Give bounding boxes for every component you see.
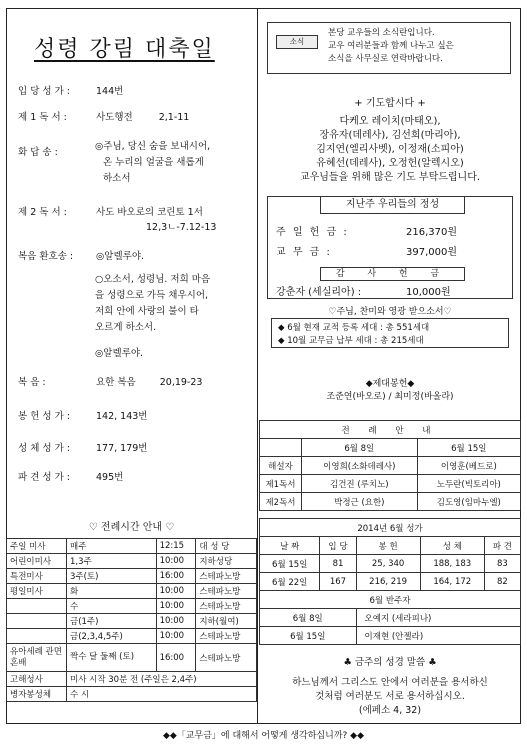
offering-title: 지난주 우리들의 정성	[320, 196, 465, 214]
left-column	[6, 8, 257, 724]
registration-box: ◆ 6월 현재 교적 등록 세대 : 총 551세대 ◆ 10월 교무금 납부 세대 : 총 215세대	[271, 318, 509, 348]
hymn-table	[259, 518, 521, 645]
prayer-title: + 기도합시다 +	[354, 98, 426, 109]
recessional-hymn: 파 견 성 가 : 495번	[18, 472, 124, 483]
table-row: 6월 8일 6월 15일	[260, 439, 521, 457]
table-row: 6월 15일 이재현 (안젤라)	[260, 627, 521, 645]
second-reading-ref: 12,3ㄴ-7.12-13	[146, 222, 217, 233]
table-row: 주일 미사 매주 12:15 대 성 당	[7, 539, 257, 554]
entrance-hymn: 입 당 성 가 : 144번	[18, 86, 124, 97]
table-row: 유아세례 관면혼배 짝수 달 둘째 (토) 16:00 스테파노방	[7, 644, 257, 672]
psalm-label: 화 답 송 :	[18, 147, 58, 158]
communion-hymn: 성 체 성 가 : 177, 179번	[18, 443, 148, 454]
news-logo: 소식	[276, 35, 318, 49]
table-row: 금(2,3,4,5주) 10:00 스테파노방	[7, 629, 257, 644]
parish-dues: 교 무 금 : 397,000원	[276, 247, 458, 258]
table-row: 고해성사 미사 시작 30분 전 (주일은 2,4주)	[7, 672, 257, 687]
table-row: 2014년 6월 성가	[260, 519, 521, 537]
table-row: 제2독서 박정근 (요한) 김도영(임마누엘)	[260, 493, 521, 511]
table-row: 병자봉성체 수 시	[7, 687, 257, 702]
offertory-hymn: 봉 헌 성 가 : 142, 143번	[18, 411, 148, 422]
first-reading: 제 1 독 서 : 사도행전 2,1-11	[18, 112, 190, 123]
table-row: 6월 15일 81 25, 340 188, 183 83	[260, 555, 521, 573]
table-row: 날 짜 입 당 봉 헌 성 체 파 견	[260, 537, 521, 555]
table-row: 평일미사 화 10:00 스테파노방	[7, 584, 257, 599]
sunday-offering: 주 일 헌 금 : 216,370원	[276, 227, 458, 238]
offering-note: ♡주님, 찬미와 영광 받으소서♡	[328, 307, 452, 317]
table-row: 금(1주) 10:00 지하(월여)	[7, 614, 257, 629]
alleluia-verse: ○오소서, 성령님. 저희 마음 을 성령으로 가득 채우시어, 저희 안에 사랑의 불이 타 오르게 하소서. ◎알렐루야.	[95, 274, 211, 359]
psalm-response: ◎주님, 당신 숨을 보내시어, 온 누리의 얼굴을 새롭게 하소서	[95, 141, 211, 184]
table-row: 제1독서 김건진 (루치노) 노두란(빅토리아)	[260, 475, 521, 493]
page-title: 성령 강림 대축일	[34, 37, 215, 62]
table-row: 6월 반주자	[260, 591, 521, 609]
thanks-offering-label: 감 사 헌 금	[320, 267, 465, 281]
right-column	[259, 8, 521, 724]
table-row: 6월 22일 167 216, 219 164, 172 82	[260, 573, 521, 591]
thanks-offering: 강춘자 (세실리아) : 10,000원	[276, 287, 451, 298]
prayer-section: + 기도합시다 + 다케오 레이치(마태오), 장유자(데레사), 김선희(마리아), 김지연(엘리사벳), 이정재(소피아) 유혜선(데레사), 오정헌(알렉시오) 교우님들을 위해 많은 기도 부탁드립니다.	[259, 97, 521, 185]
table-row: 전 례 안 내	[260, 421, 521, 439]
second-reading: 제 2 독 서 : 사도 바오로의 코린토 1서	[18, 207, 203, 218]
table-row: 해설자 이영희(소화데레사) 이영훈(베드로)	[260, 457, 521, 475]
table-row: 특전미사 3주(토) 16:00 스테파노방	[7, 569, 257, 584]
liturgy-table	[259, 420, 521, 511]
notice-box: 소식 본당 교우들의 소식란입니다. 교우 여러분들과 함께 나누고 싶은 소식을 사무실로 연락바랍니다.	[267, 22, 511, 74]
altar-offering: ◆제대봉헌◆ 조준연(바오로) / 최미정(바올라)	[326, 379, 454, 402]
alleluia: 복음 환호송 : ◎알렐루야.	[18, 251, 145, 262]
table-row: 6월 8일 오예지 (세라피나)	[260, 609, 521, 627]
table-row: 수 10:00 스테파노방	[7, 599, 257, 614]
offering-box	[267, 196, 513, 299]
schedule-table	[6, 538, 257, 702]
column-divider	[257, 8, 258, 724]
bottom-caption: ◆◆「교무금」에 대해서 어떻게 생각하십니까? ◆◆	[162, 731, 364, 741]
schedule-title: ♡ 전례시간 안내 ♡	[88, 522, 175, 533]
gospel: 복 음 : 요한 복음 20,19-23	[18, 377, 203, 388]
table-row: 어린이미사 1,3주 10:00 지하성당	[7, 554, 257, 569]
weekly-verse: ♣ 금주의 성경 말씀 ♣ 하느님께서 그리스도 안에서 여러분을 용서하신 것처럼 여러분도 서로 용서하십시오. (에페소 4, 32)	[292, 657, 488, 716]
